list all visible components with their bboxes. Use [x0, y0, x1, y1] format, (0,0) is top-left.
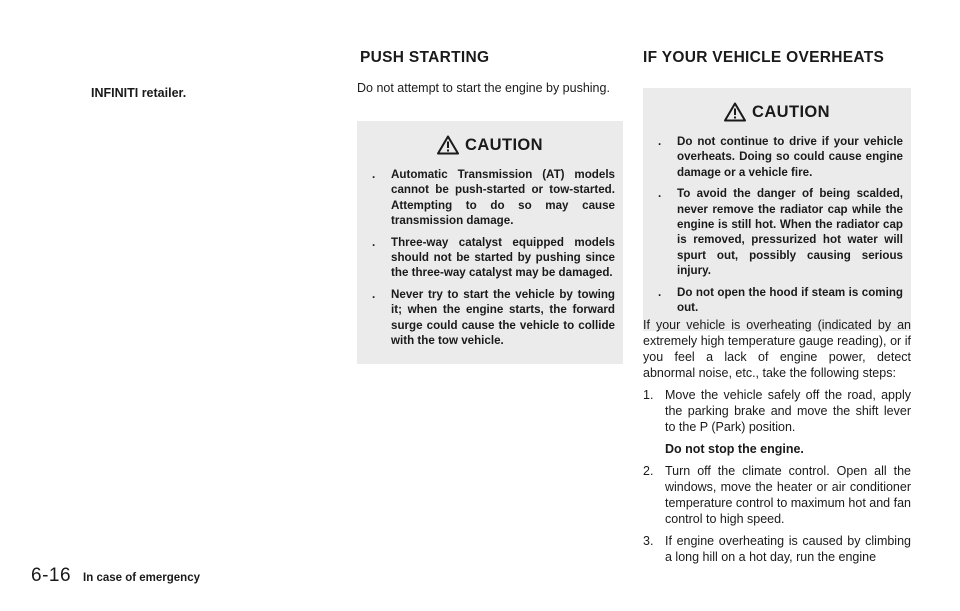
- caution-item-text: Do not continue to drive if your vehicle overheats. Doing so could cause engine damage or a vehicle fire.: [677, 135, 903, 179]
- bullet: .: [372, 168, 376, 181]
- continued-text: INFINITI retailer.: [91, 86, 187, 100]
- page-footer: [31, 565, 200, 587]
- bullet: .: [658, 135, 662, 148]
- step-text: Turn off the climate control. Open all the windows, move the heater or air conditioner temperature control to maximum hot and fan control to high speed.: [665, 464, 911, 526]
- step-number: 2.: [643, 464, 654, 478]
- footer-section-name: In case of emergency: [83, 572, 201, 584]
- bullet: .: [372, 287, 376, 301]
- step-text: If engine overheating is caused by climbing a long hill on a hot day, run the engine: [665, 534, 911, 564]
- section-title-overheats: IF YOUR VEHICLE OVERHEATS: [643, 49, 885, 66]
- step-number: 3.: [643, 534, 654, 548]
- overheats-intro: If your vehicle is overheating (indicated by an extremely high temperature gauge reading), or if you feel a lack of engine power, detect abnormal noise, etc., take the following steps:: [643, 318, 911, 380]
- bullet: .: [658, 285, 662, 299]
- caution-item-text: Three-way catalyst equipped models should not be started by pushing since the three-way catalyst may be damaged.: [391, 235, 615, 280]
- caution-label: CAUTION: [465, 135, 543, 154]
- caution-item: [651, 134, 903, 180]
- step-item: [643, 463, 911, 527]
- caution-item-text: Automatic Transmission (AT) models cannot be push-started or tow-started. Attempting to do so may cause transmission damage.: [391, 168, 615, 228]
- step-emphasis: Do not stop the engine.: [665, 442, 804, 456]
- caution-header: [365, 129, 615, 161]
- section-title-push-starting: PUSH STARTING: [360, 49, 490, 66]
- step-item: [643, 387, 911, 457]
- caution-list-push-starting: [365, 167, 615, 348]
- step-number: 1.: [643, 388, 654, 402]
- overheats-steps: [643, 387, 911, 565]
- overheats-body: [643, 317, 911, 571]
- warning-triangle-icon: [724, 102, 746, 122]
- bullet: .: [658, 187, 662, 201]
- caution-item-text: Never try to start the vehicle by towing it; when the engine starts, the forward surge could cause the vehicle to collide with the tow vehicle.: [391, 287, 615, 348]
- caution-item: [651, 285, 903, 316]
- caution-item: [365, 287, 615, 349]
- caution-item: [651, 186, 903, 278]
- caution-item-text: Do not open the hood if steam is coming out.: [677, 285, 903, 315]
- bullet: .: [372, 235, 376, 249]
- caution-header: [651, 96, 903, 128]
- step-text: Move the vehicle safely off the road, apply the parking brake and move the shift lever to the P (Park) position.: [665, 388, 911, 434]
- caution-list-overheats: [651, 134, 903, 315]
- step-item: [643, 533, 911, 565]
- caution-item: [365, 235, 615, 281]
- caution-box-overheats: [643, 88, 911, 331]
- caution-item: [365, 167, 615, 229]
- caution-label: CAUTION: [752, 102, 830, 121]
- caution-item-text: To avoid the danger of being scalded, never remove the radiator cap while the engine is still hot. When the radiator cap is removed, pressurized hot water will spurt out, possibly causing serious injury.: [677, 187, 903, 278]
- page-number: 6-16: [31, 565, 72, 586]
- warning-triangle-icon: [437, 135, 459, 155]
- push-starting-intro: Do not attempt to start the engine by pushing.: [357, 81, 610, 95]
- caution-box-push-starting: [357, 121, 623, 364]
